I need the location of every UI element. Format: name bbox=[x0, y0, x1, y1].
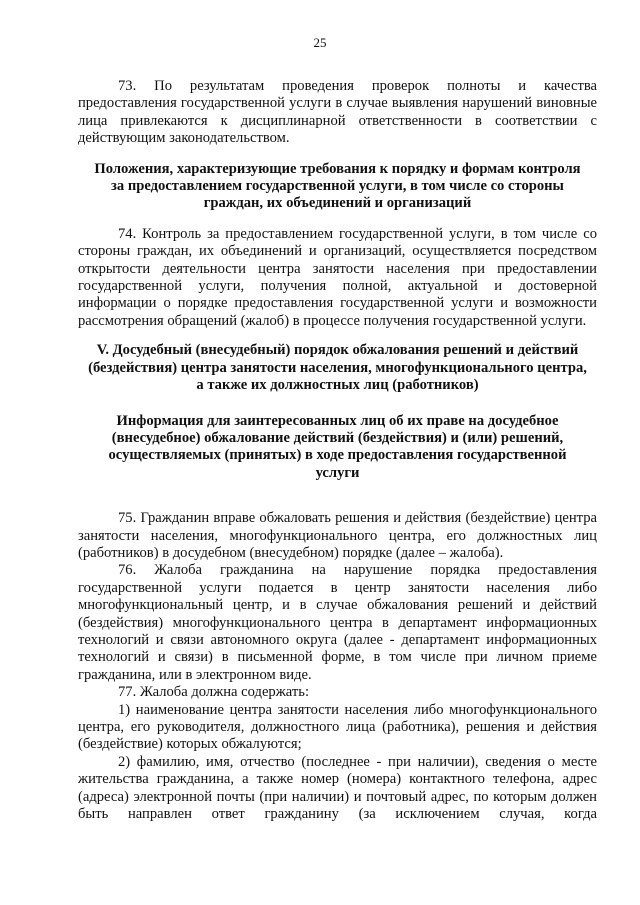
heading-appeal-information: Информация для заинтересованных лиц об их праве на досудебное (внесудебное) обжалование действий (бездействия) и (или) решений, осуществляемых (принятых) в ходе предоставления государственной услуги bbox=[108, 412, 567, 481]
paragraph-77: 77. Жалоба должна содержать: bbox=[118, 684, 309, 701]
heading-control-requirements: Положения, характеризующие требования к порядку и формам контроля за предоставлением государственной услуги, в том числе со стороны граждан, их объединений и организаций bbox=[94, 160, 581, 212]
paragraph-73: 73. По результатам проведения проверок полноты и качества предоставления государственной услуги в случае выявления нарушений виновные лица привлекаются к дисциплинарной ответственности в соответствии с действующим законодательством. bbox=[78, 78, 597, 147]
heading-section-5: V. Досудебный (внесудебный) порядок обжалования решений и действий (бездействия) центра занятости населения, многофункционального центра, а также их должностных лиц (работников) bbox=[88, 342, 587, 394]
paragraph-77-item-1: 1) наименование центра занятости населения либо многофункционального центра, его руководителя, должностного лица (работника), решения и действия (бездействие) которых обжалуются; bbox=[78, 701, 597, 753]
paragraph-76: 76. Жалоба гражданина на нарушение порядка предоставления государственной услуги подается в центр занятости населения либо многофункциональный центр, и в случае обжалования решений и действий (бездействия) многофункционального центра в департамент информационных технологий и связи автономного округа (далее - департамент информационных технологий и связи) в письменной форме, в том числе при личном приеме гражданина, или в электронном виде. bbox=[78, 562, 597, 683]
paragraph-75: 75. Гражданин вправе обжаловать решения и действия (бездействие) центра занятости населения, многофункционального центра, его должностных лиц (работников) в досудебном (внесудебном) порядке (далее – жалоба). bbox=[78, 510, 597, 561]
paragraph-74: 74. Контроль за предоставлением государственной услуги, в том числе со стороны граждан, их объединений и организаций, осуществляется посредством открытости деятельности центра занятости населения при предоставлении государственной услуги, получения полной, актуальной и достоверной информации о порядке предоставления государственной услуги и возможности рассмотрения обращений (жалоб) в процессе получения государственной услуги. bbox=[78, 225, 597, 329]
document-body bbox=[78, 78, 597, 823]
paragraph-77-item-2: 2) фамилию, имя, отчество (последнее - при наличии), сведения о месте жительства гражданина, а также номер (номера) контактного телефона, адрес (адреса) электронной почты (при наличии) и почтовый адрес, по которым должен быть направлен ответ гражданину (за исключением случая, когда bbox=[78, 753, 597, 823]
page-number: 25 bbox=[313, 35, 327, 50]
